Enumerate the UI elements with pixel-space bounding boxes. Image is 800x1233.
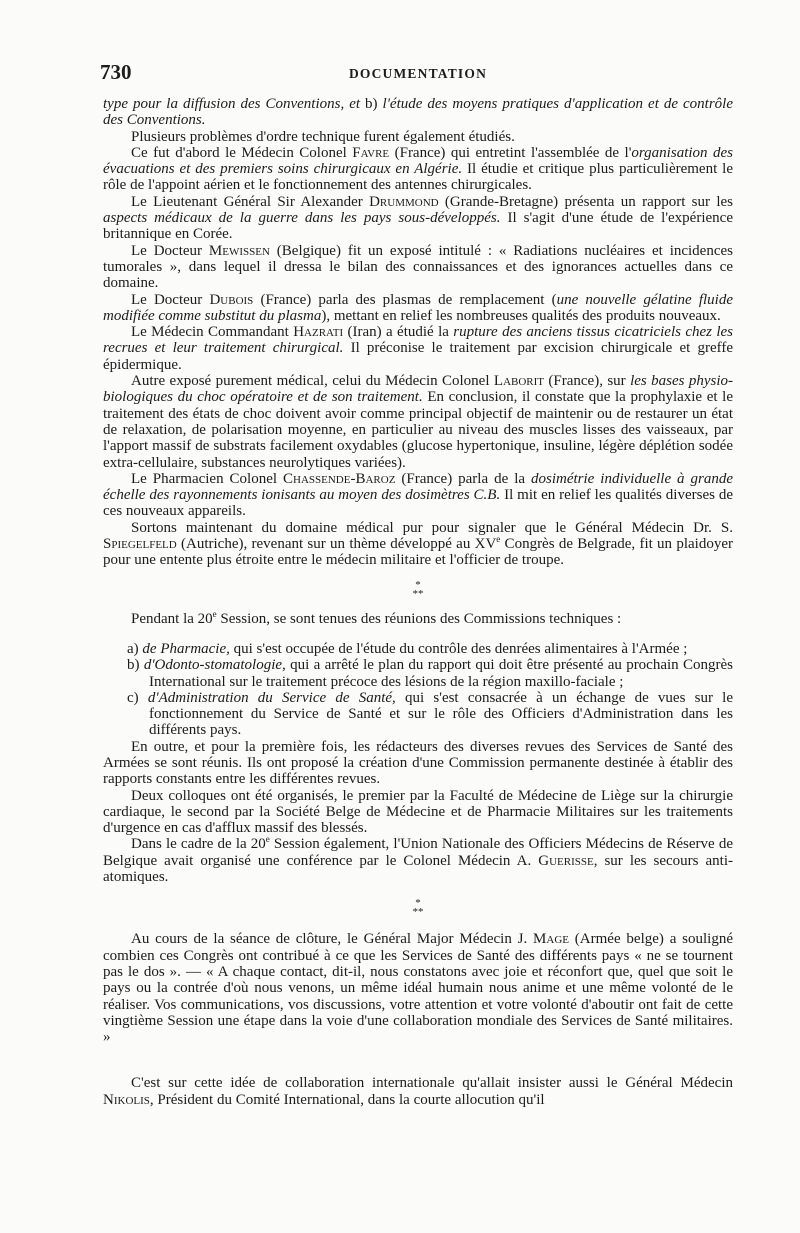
paragraph: type pour la diffusion des Conventions, et b) l'étude des moyens pratiques d'application et de contrôle des Conventions. xyxy=(103,96,734,129)
asterisk: * xyxy=(415,897,421,910)
section-separator-asterisks xyxy=(103,578,733,600)
paragraph: Autre exposé purement médical, celui du Médecin Colonel Laborit (France), sur les bases physio-biologiques du choc opératoire et de son traitement. En conclusion, il constate que la prophylaxie et le traitement des états de choc doivent avoir comme principal objectif de maintenir ou de restaurer un état de relaxation, de polarisation moyenne, en particulier au niveau des muscles lisses des vaisseaux, par l'apport massif de substrats facilement oxydables (glucose hypertonique, insuline, légère déplétion sodée extra-cellulaire, substances neurolytiques variées). xyxy=(103,373,733,471)
paragraph: Plusieurs problèmes d'ordre technique furent également étudiés. xyxy=(131,128,515,145)
paragraph: Le Médecin Commandant Hazrati (Iran) a étudié la rupture des anciens tissus cicatriciels chez les recrues et leur traitement chirurgical. Il préconise le traitement par excision chirurgicale et greffe épidermique. xyxy=(103,324,733,373)
body-text xyxy=(103,96,733,1108)
paragraph: Sortons maintenant du domaine médical pur pour signaler que le Général Médecin Dr. S. Spiegelfeld (Autriche), revenant sur un thème développé au XVe Congrès de Belgrade, fit un plaidoyer pour une entente plus étroite entre le médecin militaire et l'officier de troupe. xyxy=(103,519,733,569)
paragraph: Le Docteur Dubois (France) parla des plasmas de remplacement (une nouvelle gélatine fluide modifiée comme substitut du plasma), mettant en relief les nombreuses qualités des produits nouveaux. xyxy=(103,291,733,324)
paragraph: Le Docteur Mewissen (Belgique) fit un exposé intitulé : « Radiations nucléaires et incidences tumorales », dans lequel il dressa le bilan des connaissances et des ignorances actuelles dans ce domaine. xyxy=(103,242,733,292)
running-title: DOCUMENTATION xyxy=(348,66,488,81)
list-item: b) d'Odonto-stomatologie, qui a arrêté le plan du rapport qui doit être présenté au prochain Congrès International sur le traitement précoce des lésions de la région maxillo-faciale ; xyxy=(127,657,733,690)
paragraph: Dans le cadre de la 20e Session également, l'Union Nationale des Officiers Médecins de Réserve de Belgique avait organisé une conférence par le Colonel Médecin A. Guerisse, sur les secours anti-atomiques. xyxy=(103,834,734,886)
list-item: c) d'Administration du Service de Santé, qui s'est consacrée à un échange de vues sur le fonctionnement du Service de Santé et sur le rôle des Officiers d'Administration dans les différents pays. xyxy=(127,689,734,739)
page-number: 730 xyxy=(100,60,132,84)
paragraph: Pendant la 20e Session, se sont tenues des réunions des Commissions techniques : xyxy=(131,608,622,627)
list-item: a) de Pharmacie, qui s'est occupée de l'étude du contrôle des denrées alimentaires à l'Armée ; xyxy=(127,640,688,657)
paragraph: Au cours de la séance de clôture, le Général Major Médecin J. Mage (Armée belge) a souligné combien ces Congrès ont contribué à ce que les Services de Santé des différents pays « ne se tournent pas le dos ». — « A chaque contact, dit-il, nous constatons avec joie et réconfort que, quel que soit le pays ou la contrée d'où nous venons, un même idéal humain nous anime et une même volonté de le réaliser. Vos communications, vos discussions, votre attention et votre volonté d'aboutir ont fait de cette vingtième Session une étape dans la voie d'une collaboration mondiale des Services de Santé militaires. » xyxy=(103,931,734,1046)
paragraph: Le Pharmacien Colonel Chassende-Baroz (France) parla de la dosimétrie individuelle à grande échelle des rayonnements ionisants au moyen des dosimètres C.B. Il mit en relief les qualités diverses de ces nouveaux appareils. xyxy=(103,470,734,520)
asterisk-pair: ** xyxy=(412,587,424,600)
section-separator-asterisks xyxy=(103,899,733,917)
asterisk: * xyxy=(415,578,421,591)
paragraph: C'est sur cette idée de collaboration internationale qu'allait insister aussi le Général Médecin Nikolis, Président du Comité International, dans la courte allocution qu'il xyxy=(103,1075,733,1108)
page-header xyxy=(100,60,736,84)
paragraph: Le Lieutenant Général Sir Alexander Drummond (Grande-Bretagne) présenta un rapport sur les aspects médicaux de la guerre dans les pays sous-développés. Il s'agit d'une étude de l'expérience britannique en Corée. xyxy=(103,193,733,243)
paragraph: En outre, et pour la première fois, les rédacteurs des diverses revues des Services de Santé des Armées se sont réunis. Ils ont proposé la création d'une Commission permanente destinée à établir des rapports constants entre les différentes revues. xyxy=(103,738,733,788)
paragraph: Deux colloques ont été organisés, le premier par la Faculté de Médecine de Liège sur la chirurgie cardiaque, le second par la Société Belge de Médecine et de Pharmacie Militaires sur les traitements d'urgence en cas d'afflux massif des blessés. xyxy=(103,787,733,837)
asterisk-pair: ** xyxy=(412,906,424,919)
paragraph: Ce fut d'abord le Médecin Colonel Favre (France) qui entretint l'assemblée de l'organisation des évacuations et des premiers soins chirurgicaux en Algérie. Il étudie et critique plus particulièrement le rôle de l'appoint aérien et le fonctionnement des antennes chirurgicales. xyxy=(103,144,733,194)
